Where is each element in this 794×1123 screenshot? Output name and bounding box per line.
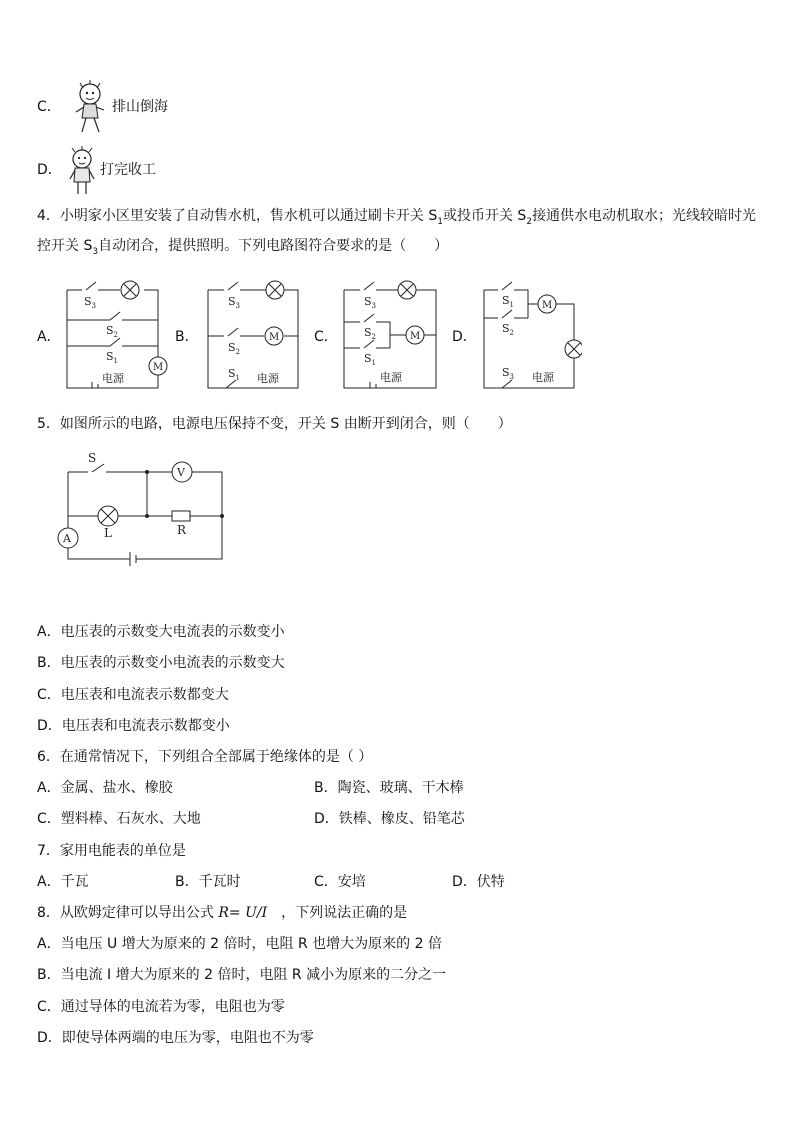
circuit-diagram-d — [478, 278, 582, 390]
q6-option-b: B．陶瓷、玻璃、干木棒 — [314, 780, 464, 796]
q3-option-d-text: 打完收工 — [100, 162, 156, 178]
circuit-d-power-label: 电源 — [532, 371, 554, 384]
circuit-d-s3-label: $S_3$ — [502, 366, 515, 381]
q4-option-a-label: A． — [37, 329, 61, 345]
circuit-d-s1-label: $S_1$ — [502, 294, 515, 309]
circuit-a-s2-label: $S_2$ — [106, 324, 119, 339]
cartoon-figure-d — [66, 146, 98, 196]
circuit-diagram-c — [340, 278, 444, 390]
q7-option-d: D．伏特 — [452, 874, 505, 890]
q3-option-c-text: 排山倒海 — [112, 99, 168, 115]
q5-switch-label: S — [88, 451, 97, 465]
q7-option-c: C．安培 — [314, 874, 366, 890]
q4-option-d-label: D． — [452, 329, 477, 345]
circuit-diagram-q5 — [50, 448, 230, 568]
q8-option-a: A．当电压 U 增大为原来的 2 倍时，电阻 R 也增大为原来的 2 倍 — [37, 936, 442, 952]
circuit-c-power-label: 电源 — [380, 371, 402, 384]
circuit-c-s1-label: $S_1$ — [364, 352, 377, 367]
q7-option-b: B．千瓦时 — [175, 874, 241, 890]
q8-option-c: C．通过导体的电流若为零，电阻也为零 — [37, 999, 285, 1015]
q7-stem: 7．家用电能表的单位是 — [37, 843, 186, 859]
q3-option-c-label: C． — [37, 99, 61, 115]
circuit-d-s2-label: $S_2$ — [502, 322, 515, 337]
q6-stem: 6．在通常情况下，下列组合全部属于绝缘体的是（ ） — [37, 749, 373, 765]
q6-option-a: A．金属、盐水、橡胶 — [37, 780, 173, 796]
q8-formula: R= U/I — [218, 905, 268, 921]
q4-line1-sub1: 1 — [437, 216, 443, 227]
q4-stem-line2 — [37, 236, 448, 256]
q5-ammeter-label: A — [63, 532, 71, 545]
q7-option-a: A．千瓦 — [37, 874, 89, 890]
q4-line2-sub3: 3 — [92, 246, 99, 257]
q4-line1-sub2: 2 — [526, 216, 533, 227]
q4-line2-post: 自动闭合，提供照明。下列电路图符合要求的是（ ） — [98, 238, 449, 254]
q5-option-a: A．电压表的示数变大电流表的示数变小 — [37, 624, 285, 640]
q5-option-b: B．电压表的示数变小电流表的示数变大 — [37, 655, 285, 671]
circuit-a-s1-label: $S_1$ — [106, 350, 119, 365]
circuit-c-s2-label: $S_2$ — [364, 326, 377, 341]
circuit-b-motor-label: M — [269, 332, 280, 343]
circuit-b-s3-label: $S_3$ — [228, 295, 241, 310]
q5-option-d: D．电压表和电流表示数都变小 — [37, 718, 230, 734]
q4-stem-line1 — [37, 206, 756, 226]
circuit-b-s2-label: $S_2$ — [228, 341, 241, 356]
circuit-a-s3-label: $S_3$ — [84, 295, 97, 310]
q5-resistor-label: R — [177, 523, 187, 537]
q5-option-c: C．电压表和电流表示数都变大 — [37, 687, 229, 703]
q6-option-c: C．塑料棒、石灰水、大地 — [37, 811, 201, 827]
q8-option-b: B．当电流 I 增大为原来的 2 倍时，电阻 R 减小为原来的二分之一 — [37, 967, 447, 983]
circuit-b-power-label: 电源 — [257, 372, 279, 385]
q8-stem — [37, 903, 407, 923]
q4-line1-mid: 或投币开关 S — [442, 208, 527, 224]
circuit-c-s3-label: $S_3$ — [364, 295, 377, 310]
q4-line2-pre: 控开关 S — [37, 238, 93, 254]
circuit-diagram-a — [62, 278, 174, 390]
q5-lamp-label: L — [104, 526, 112, 540]
q8-stem-post: ，下列说法正确的是 — [281, 905, 408, 921]
circuit-diagram-b — [202, 278, 306, 390]
circuit-d-motor-label: M — [542, 300, 553, 311]
q5-voltmeter-label: V — [177, 466, 185, 479]
q3-option-d-label: D． — [37, 162, 62, 178]
q4-line1-pre: 4．小明家小区里安装了自动售水机，售水机可以通过刷卡开关 S — [37, 208, 438, 224]
cartoon-figure-c — [72, 80, 108, 134]
q6-option-d: D．铁棒、橡皮、铅笔芯 — [314, 811, 465, 827]
circuit-a-motor-label: M — [153, 362, 164, 373]
circuit-b-s1-label: $S_1$ — [228, 367, 241, 382]
circuit-c-motor-label: M — [410, 331, 421, 342]
q4-option-b-label: B． — [175, 329, 199, 345]
q8-option-d: D．即使导体两端的电压为零，电阻也不为零 — [37, 1030, 314, 1046]
q5-stem: 5．如图所示的电路，电源电压保持不变，开关 S 由断开到闭合，则（ ） — [37, 416, 512, 432]
q4-option-c-label: C． — [314, 329, 338, 345]
q4-line1-post: 接通供水电动机取水；光线较暗时光 — [532, 208, 757, 224]
circuit-a-power-label: 电源 — [102, 372, 124, 385]
q8-stem-pre: 8．从欧姆定律可以导出公式 — [37, 905, 219, 921]
